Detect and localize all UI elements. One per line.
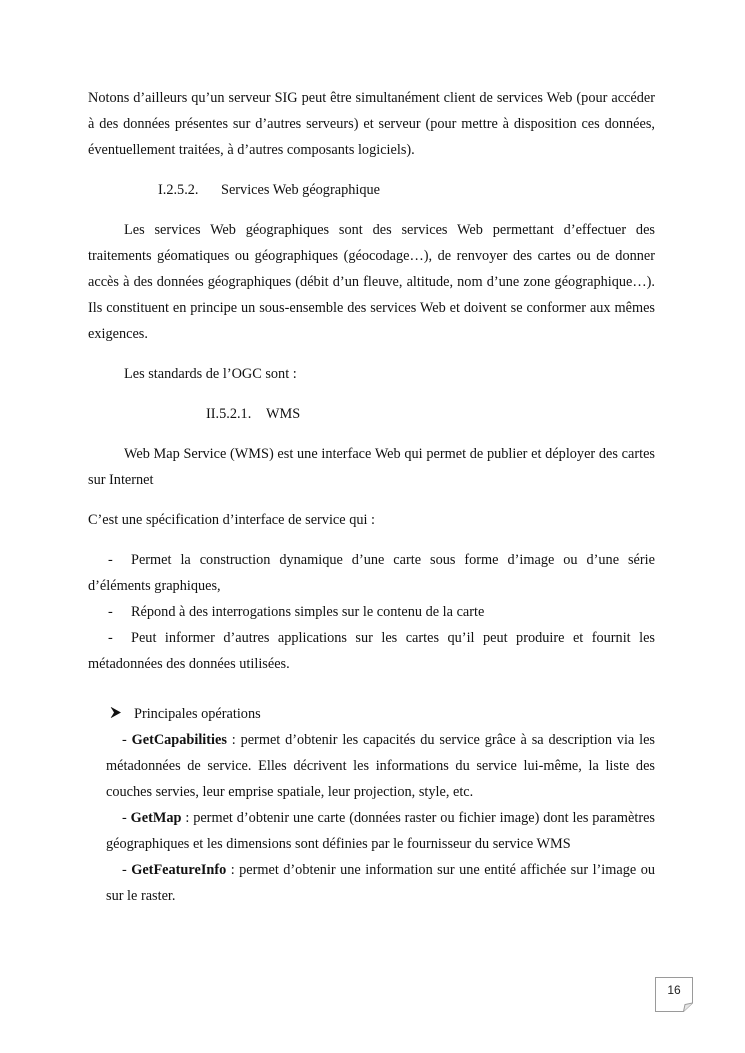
intro-paragraph: Notons d’ailleurs qu’un serveur SIG peut être simultanément client de services Web (pour accéder à des données présentes sur d’autres serveurs) et serveur (pour mettre à disposition ces données, éventuellement traitées, à d’autres composants logiciels). xyxy=(88,90,655,158)
section-title: Services Web géographique xyxy=(221,182,380,198)
section-heading-wms xyxy=(88,401,655,427)
list-item xyxy=(88,547,655,573)
list-item xyxy=(88,599,655,625)
operations-heading xyxy=(88,701,655,727)
document-page xyxy=(88,85,655,909)
interface-spec-paragraph: C’est une spécification d’interface de service qui : xyxy=(88,512,376,528)
geo-services-paragraph: Les services Web géographiques sont des services Web permettant d’effectuer des traitements géomatiques ou géographiques (géocodage…), de renvoyer des cartes ou de donner accès à des données géographiques (débit d’un fleuve, altitude, nom d’une zone géographique…). Ils constituent en principe un sous-ensemble des services Web et doivent se conformer aux mêmes exigences. xyxy=(88,222,655,342)
section-heading-geographic-web-services xyxy=(88,177,655,203)
ogc-standards-paragraph: Les standards de l’OGC sont : xyxy=(124,366,297,382)
subsection-number: II.5.2.1. xyxy=(206,406,252,422)
operation-description: : permet d’obtenir les capacités du service grâce à sa description via les métadonnées de service. Elles décrivent les informations du service lui-même, la liste des couches servies, leur emprise spatiale, leur projection, style, etc. xyxy=(106,732,655,800)
operation-prefix: - xyxy=(122,862,132,878)
operation-getfeatureinfo xyxy=(88,857,655,909)
section-number: I.2.5.2. xyxy=(158,182,199,198)
list-item-continuation: d’éléments graphiques, xyxy=(88,578,221,594)
wms-definition-paragraph: Web Map Service (WMS) est une interface Web qui permet de publier et déployer des cartes sur Internet xyxy=(88,446,655,488)
list-item-text: Répond à des interrogations simples sur le contenu de la carte xyxy=(131,604,485,620)
list-item xyxy=(88,625,655,651)
operation-name: GetMap xyxy=(130,810,182,826)
operation-prefix: - xyxy=(122,810,131,826)
dash-marker: - xyxy=(108,630,113,646)
list-item-text: Permet la construction dynamique d’une carte sous forme d’image ou d’une série xyxy=(131,552,655,568)
dash-marker: - xyxy=(108,552,113,568)
operation-getcapabilities xyxy=(88,727,655,805)
page-number-box xyxy=(655,977,693,1012)
operation-description: : permet d’obtenir une carte (données raster ou fichier image) dont les paramètres géographiques et les dimensions sont définies par le fournisseur du service WMS xyxy=(106,810,655,852)
list-item-text: Peut informer d’autres applications sur les cartes qu’il peut produire et fournit les xyxy=(131,630,655,646)
operation-getmap xyxy=(88,805,655,857)
operations-heading-label: Principales opérations xyxy=(134,706,261,722)
operation-prefix: - xyxy=(122,732,132,748)
operation-name: GetCapabilities xyxy=(131,732,227,748)
page-number: 16 xyxy=(667,983,681,997)
operation-name: GetFeatureInfo xyxy=(131,862,227,878)
list-item-continuation: métadonnées des données utilisées. xyxy=(88,656,290,672)
operation-description: : permet d’obtenir une information sur une entité affichée sur l’image ou sur le raster. xyxy=(106,862,655,904)
operations-list xyxy=(88,727,655,909)
feature-list xyxy=(88,547,655,677)
dash-marker: - xyxy=(108,604,113,620)
subsection-title: WMS xyxy=(266,406,301,422)
arrow-bullet-icon xyxy=(110,701,121,727)
